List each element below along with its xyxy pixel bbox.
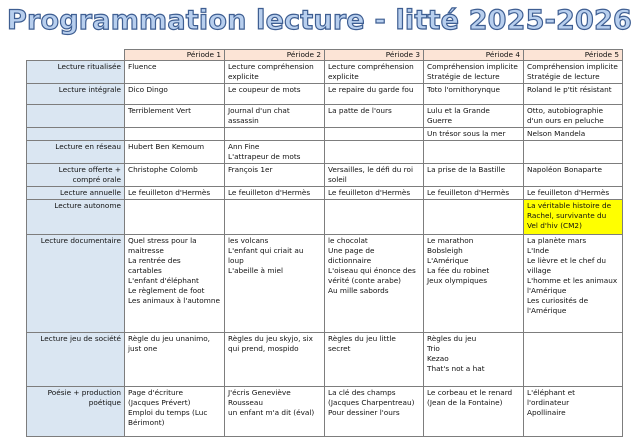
row-header (27, 141, 125, 164)
table-cell (424, 235, 524, 333)
row-header-label: compré orale (72, 175, 121, 184)
cell-text: Lecture compréhension (328, 62, 414, 71)
cell-text: Stratégie de lecture (427, 72, 500, 81)
cell-text: La clé des champs (328, 388, 396, 397)
cell-text: Bérimont) (128, 418, 165, 427)
cell-text: Hubert Ben Kemoum (128, 142, 205, 151)
cell-text: village (527, 266, 551, 275)
cell-text: secret (328, 344, 351, 353)
row-header (27, 61, 125, 84)
table-cell (125, 164, 225, 187)
cell-text: That's not a hat (427, 364, 485, 373)
cell-text: (Jean de la Fontaine) (427, 398, 503, 407)
cell-text: Pour dessiner l'ours (328, 408, 400, 417)
table-row (27, 128, 623, 141)
cell-text: Dico Dingo (128, 85, 168, 94)
table-cell (524, 387, 623, 437)
cell-text: Le feuilleton d'Hermès (427, 188, 510, 197)
cell-text: l'Amérique (527, 306, 567, 315)
cell-text: qui prend, mospido (228, 344, 299, 353)
cell-text: Page d'écriture (128, 388, 183, 397)
table-cell (225, 84, 325, 105)
period-header: Période 4 (424, 50, 524, 61)
page-title: Programmation lecture - litté 2025-2026 (6, 5, 632, 36)
cell-text: J'écris Geneviève (228, 388, 291, 397)
row-header (27, 105, 125, 128)
cell-text: La rentrée des (128, 256, 181, 265)
row-header-label: Lecture documentaire (40, 236, 121, 245)
cell-text: Christophe Colomb (128, 165, 198, 174)
row-header-label: poétique (88, 398, 121, 407)
table-row (27, 105, 623, 128)
cell-text: Toto l'ornithorynque (427, 85, 500, 94)
cell-text: Compréhension implicite (427, 62, 518, 71)
table-cell (125, 84, 225, 105)
cell-text: (Jacques Charpentreau) (328, 398, 415, 407)
table-body (27, 61, 623, 437)
period-header: Période 2 (225, 50, 325, 61)
row-header (27, 164, 125, 187)
cell-text: L'enfant qui criait au (228, 246, 304, 255)
row-header-label: Lecture annuelle (60, 188, 121, 197)
table-cell (225, 61, 325, 84)
table-cell (325, 141, 424, 164)
cell-text: Terriblement Vert (128, 106, 191, 115)
table-cell (125, 141, 225, 164)
cell-text: Le lièvre et le chef du (527, 256, 607, 265)
table-cell (125, 61, 225, 84)
cell-text: Nelson Mandela (527, 129, 586, 138)
row-header (27, 387, 125, 437)
cell-text: Règles du jeu (427, 334, 477, 343)
cell-text: Kezao (427, 354, 449, 363)
cell-text: La patte de l'ours (328, 106, 392, 115)
table-cell (225, 200, 325, 235)
cell-text: L'Amérique (427, 256, 469, 265)
table-cell (524, 84, 623, 105)
cell-text: Napoléon Bonaparte (527, 165, 602, 174)
table-cell (524, 105, 623, 128)
cell-text: Emploi du temps (Luc (128, 408, 208, 417)
table-cell (225, 164, 325, 187)
cell-text: Guerre (427, 116, 452, 125)
table-cell (424, 387, 524, 437)
row-header-label: Lecture autonome (54, 201, 121, 210)
programmation-table (26, 49, 623, 437)
cell-text: le chocolat (328, 236, 368, 245)
cell-text: L'Inde (527, 246, 549, 255)
cell-text: Lecture compréhension (228, 62, 314, 71)
table-cell (524, 235, 623, 333)
cell-text: L'oiseau qui énonce des (328, 266, 416, 275)
cell-text: La véritable histoire de (527, 201, 612, 210)
table-cell (225, 141, 325, 164)
table-cell (125, 200, 225, 235)
table-cell (424, 333, 524, 387)
table-cell (325, 187, 424, 200)
cell-text: Le corbeau et le renard (427, 388, 513, 397)
cell-text: Stratégie de lecture (527, 72, 600, 81)
cell-text: L'éléphant et (527, 388, 575, 397)
table-row (27, 200, 623, 235)
cell-text: l'ordinateur (527, 398, 570, 407)
table-cell (424, 84, 524, 105)
cell-text: François 1er (228, 165, 273, 174)
cell-text: (Jacques Prévert) (128, 398, 191, 407)
cell-text: l'Amérique (527, 286, 567, 295)
corner-cell (27, 50, 125, 61)
cell-text: Vel d'hiv (CM2) (527, 221, 582, 230)
table-row (27, 164, 623, 187)
table-cell (325, 333, 424, 387)
cell-text: un enfant m'a dit (éval) (228, 408, 315, 417)
table-cell (225, 105, 325, 128)
table-cell (424, 105, 524, 128)
table-cell (524, 128, 623, 141)
row-header (27, 333, 125, 387)
cell-text: Quel stress pour la (128, 236, 197, 245)
table-cell (125, 387, 225, 437)
table-cell (325, 84, 424, 105)
cell-text: explicite (328, 72, 359, 81)
period-header: Période 5 (524, 50, 623, 61)
table-cell (325, 387, 424, 437)
cell-text: Journal d'un chat (228, 106, 290, 115)
cell-text: Trio (427, 344, 440, 353)
cell-text: Versailles, le défi du roi (328, 165, 413, 174)
cell-text: La fée du robinet (427, 266, 490, 275)
table-cell (325, 105, 424, 128)
cell-text: explicite (228, 72, 259, 81)
cell-text: L'attrapeur de mots (228, 152, 301, 161)
cell-text: soleil (328, 175, 347, 184)
cell-text: Apollinaire (527, 408, 566, 417)
row-header-label: Lecture intégrale (58, 85, 121, 94)
table-cell (524, 187, 623, 200)
table-cell (424, 200, 524, 235)
cell-text: just one (128, 344, 158, 353)
table-cell (225, 235, 325, 333)
row-header-label: Lecture jeu de société (40, 334, 121, 343)
row-header (27, 84, 125, 105)
period-header: Période 3 (325, 50, 424, 61)
table-row (27, 187, 623, 200)
table-row (27, 61, 623, 84)
table-cell (325, 200, 424, 235)
cell-text: Roland le p'tit résistant (527, 85, 612, 94)
table-cell (325, 164, 424, 187)
cell-text: Règle du jeu unanimo, (128, 334, 211, 343)
cell-text: Compréhension implicite (527, 62, 618, 71)
row-header-label: Lecture en réseau (55, 142, 121, 151)
table-cell (125, 235, 225, 333)
table-cell (524, 61, 623, 84)
cell-text: Jeux olympiques (427, 276, 488, 285)
table-cell (325, 128, 424, 141)
cell-text: dictionnaire (328, 256, 372, 265)
table-cell (125, 187, 225, 200)
row-header (27, 128, 125, 141)
cell-text: les volcans (228, 236, 269, 245)
table-row (27, 333, 623, 387)
table-cell (524, 141, 623, 164)
table-cell (225, 333, 325, 387)
cell-text: Règles du jeu little (328, 334, 396, 343)
table-cell (524, 333, 623, 387)
table-cell (424, 187, 524, 200)
cell-text: loup (228, 256, 244, 265)
table-row (27, 84, 623, 105)
row-header (27, 200, 125, 235)
table-cell (424, 164, 524, 187)
period-header: Période 1 (125, 50, 225, 61)
table-cell (225, 128, 325, 141)
cell-text: La planète mars (527, 236, 587, 245)
table-cell (424, 128, 524, 141)
cell-text: Le feuilleton d'Hermès (128, 188, 211, 197)
row-header-label: Lecture ritualisée (57, 62, 121, 71)
table-cell (424, 61, 524, 84)
cell-text: L'enfant d'éléphant (128, 276, 199, 285)
cell-text: Le marathon (427, 236, 474, 245)
cell-text: Otto, autobiographie (527, 106, 603, 115)
cell-text: Fluence (128, 62, 157, 71)
cell-text: Ann Fine (228, 142, 260, 151)
table-cell (125, 105, 225, 128)
table-cell (325, 235, 424, 333)
table-row (27, 387, 623, 437)
cell-text: Le feuilleton d'Hermès (328, 188, 411, 197)
cell-text: Rachel, survivante du (527, 211, 607, 220)
table-cell (125, 128, 225, 141)
cell-text: Lulu et la Grande (427, 106, 490, 115)
cell-text: cartables (128, 266, 162, 275)
cell-text: Au mille sabords (328, 286, 389, 295)
table-cell (125, 333, 225, 387)
cell-text: assassin (228, 116, 259, 125)
period-header-row (27, 50, 623, 61)
cell-text: Une page de (328, 246, 375, 255)
cell-text: Le règlement de foot (128, 286, 205, 295)
cell-text: Les animaux à l'automne (128, 296, 220, 305)
row-header (27, 187, 125, 200)
row-header (27, 235, 125, 333)
table-cell (225, 387, 325, 437)
cell-text: d'un ours en peluche (527, 116, 604, 125)
cell-text: vérité (conte arabe) (328, 276, 402, 285)
cell-text: Le coupeur de mots (228, 85, 301, 94)
table-cell (325, 61, 424, 84)
table-cell (524, 200, 623, 235)
cell-text: L'abeille à miel (228, 266, 283, 275)
row-header-label: Lecture offerte + (58, 165, 121, 174)
cell-text: Un trésor sous la mer (427, 129, 506, 138)
cell-text: L'homme et les animaux (527, 276, 618, 285)
table-cell (524, 164, 623, 187)
cell-text: Rousseau (228, 398, 264, 407)
cell-text: Le repaire du garde fou (328, 85, 414, 94)
cell-text: Règles du jeu skyjo, six (228, 334, 313, 343)
cell-text: Le feuilleton d'Hermès (527, 188, 610, 197)
row-header-label: Poésie + production (47, 388, 121, 397)
cell-text: La prise de la Bastille (427, 165, 506, 174)
table-row (27, 141, 623, 164)
cell-text: Les curiosités de (527, 296, 589, 305)
cell-text: Le feuilleton d'Hermès (228, 188, 311, 197)
table-row (27, 235, 623, 333)
table-cell (424, 141, 524, 164)
table-cell (225, 187, 325, 200)
cell-text: Bobsleigh (427, 246, 463, 255)
cell-text: maitresse (128, 246, 164, 255)
